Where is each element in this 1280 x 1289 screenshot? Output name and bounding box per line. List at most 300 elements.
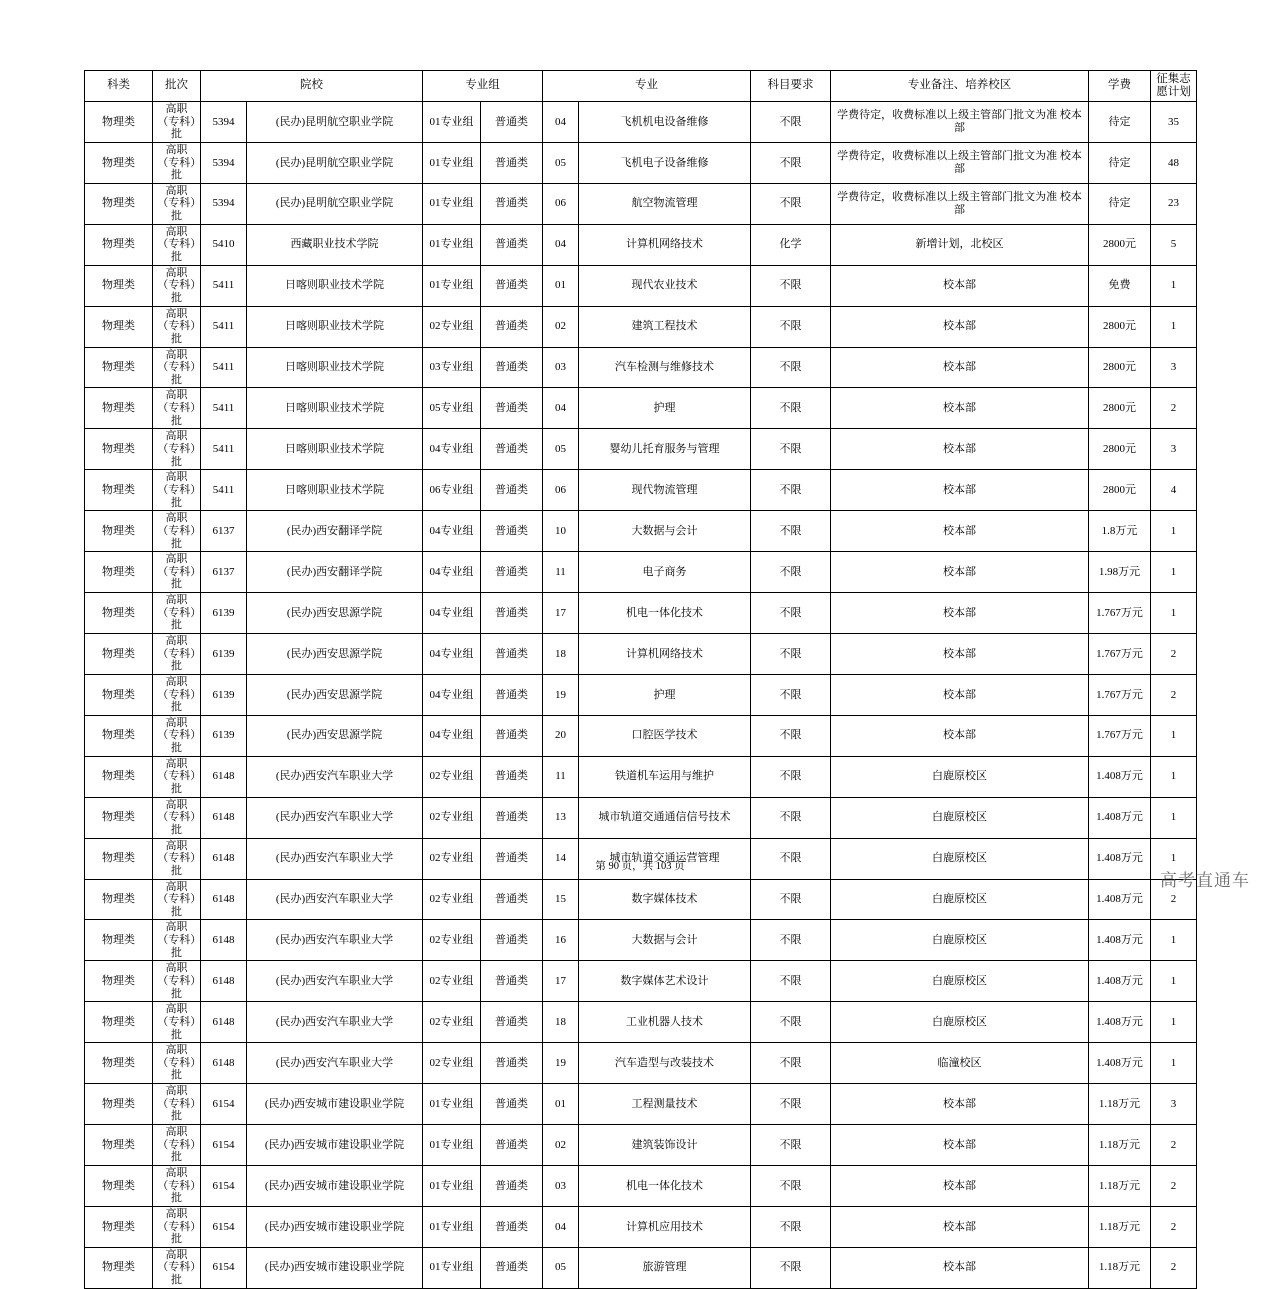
cell-major-name: 口腔医学技术 bbox=[579, 715, 751, 756]
cell-pici: 高职（专科）批 bbox=[153, 920, 201, 961]
table-row bbox=[85, 429, 1197, 470]
cell-major-group: 01专业组 bbox=[423, 1206, 481, 1247]
cell-major-name: 机电一体化技术 bbox=[579, 1165, 751, 1206]
cell-group-type: 普通类 bbox=[481, 797, 543, 838]
cell-plan-count: 2 bbox=[1151, 674, 1197, 715]
cell-major-name: 护理 bbox=[579, 388, 751, 429]
cell-major-code: 16 bbox=[543, 920, 579, 961]
cell-major-name: 数字媒体艺术设计 bbox=[579, 961, 751, 1002]
cell-plan-count: 23 bbox=[1151, 183, 1197, 224]
cell-school-name: 日喀则职业技术学院 bbox=[247, 470, 423, 511]
cell-remark: 校本部 bbox=[831, 1084, 1089, 1125]
cell-fee: 1.18万元 bbox=[1089, 1247, 1151, 1288]
cell-major-code: 03 bbox=[543, 347, 579, 388]
cell-group-type: 普通类 bbox=[481, 183, 543, 224]
cell-remark: 白鹿原校区 bbox=[831, 920, 1089, 961]
cell-school-name: (民办)西安城市建设职业学院 bbox=[247, 1247, 423, 1288]
cell-group-type: 普通类 bbox=[481, 633, 543, 674]
cell-remark: 学费待定，收费标准以上级主管部门批文为准 校本部 bbox=[831, 142, 1089, 183]
cell-major-name: 计算机网络技术 bbox=[579, 224, 751, 265]
cell-group-type: 普通类 bbox=[481, 1002, 543, 1043]
cell-major-name: 数字媒体技术 bbox=[579, 879, 751, 920]
table-row bbox=[85, 1165, 1197, 1206]
cell-major-group: 04专业组 bbox=[423, 715, 481, 756]
cell-major-name: 工业机器人技术 bbox=[579, 1002, 751, 1043]
cell-subject-requirement: 不限 bbox=[751, 511, 831, 552]
table-row bbox=[85, 1084, 1197, 1125]
cell-kelei: 物理类 bbox=[85, 224, 153, 265]
cell-major-name: 铁道机车运用与维护 bbox=[579, 756, 751, 797]
cell-remark: 新增计划，北校区 bbox=[831, 224, 1089, 265]
cell-school-name: 日喀则职业技术学院 bbox=[247, 429, 423, 470]
cell-plan-count: 1 bbox=[1151, 715, 1197, 756]
cell-remark: 校本部 bbox=[831, 429, 1089, 470]
cell-group-type: 普通类 bbox=[481, 552, 543, 593]
cell-kelei: 物理类 bbox=[85, 674, 153, 715]
cell-subject-requirement: 不限 bbox=[751, 470, 831, 511]
cell-pici: 高职（专科）批 bbox=[153, 347, 201, 388]
cell-major-code: 05 bbox=[543, 142, 579, 183]
cell-school-name: (民办)西安思源学院 bbox=[247, 633, 423, 674]
cell-school-code: 5394 bbox=[201, 102, 247, 143]
cell-major-code: 02 bbox=[543, 1125, 579, 1166]
cell-subject-requirement: 不限 bbox=[751, 1084, 831, 1125]
cell-major-group: 02专业组 bbox=[423, 1043, 481, 1084]
cell-school-code: 5410 bbox=[201, 224, 247, 265]
cell-fee: 2800元 bbox=[1089, 429, 1151, 470]
cell-plan-count: 2 bbox=[1151, 1206, 1197, 1247]
cell-fee: 1.8万元 bbox=[1089, 511, 1151, 552]
cell-major-code: 15 bbox=[543, 879, 579, 920]
header-kelei: 科类 bbox=[85, 71, 153, 102]
cell-major-group: 01专业组 bbox=[423, 265, 481, 306]
cell-school-name: (民办)西安汽车职业大学 bbox=[247, 756, 423, 797]
header-school: 院校 bbox=[201, 71, 423, 102]
cell-kelei: 物理类 bbox=[85, 593, 153, 634]
cell-major-group: 02专业组 bbox=[423, 961, 481, 1002]
cell-school-name: (民办)西安翻译学院 bbox=[247, 511, 423, 552]
cell-fee: 1.98万元 bbox=[1089, 552, 1151, 593]
cell-group-type: 普通类 bbox=[481, 224, 543, 265]
table-row bbox=[85, 142, 1197, 183]
cell-fee: 1.408万元 bbox=[1089, 838, 1151, 879]
cell-major-code: 03 bbox=[543, 1165, 579, 1206]
cell-major-name: 飞机电子设备维修 bbox=[579, 142, 751, 183]
cell-school-code: 6137 bbox=[201, 511, 247, 552]
cell-school-name: 日喀则职业技术学院 bbox=[247, 306, 423, 347]
cell-major-code: 01 bbox=[543, 265, 579, 306]
cell-kelei: 物理类 bbox=[85, 1165, 153, 1206]
cell-pici: 高职（专科）批 bbox=[153, 593, 201, 634]
cell-plan-count: 1 bbox=[1151, 306, 1197, 347]
cell-fee: 1.18万元 bbox=[1089, 1206, 1151, 1247]
cell-school-code: 6148 bbox=[201, 961, 247, 1002]
cell-fee: 1.767万元 bbox=[1089, 593, 1151, 634]
cell-major-name: 现代农业技术 bbox=[579, 265, 751, 306]
cell-plan-count: 1 bbox=[1151, 265, 1197, 306]
cell-major-name: 飞机机电设备维修 bbox=[579, 102, 751, 143]
table-row bbox=[85, 1002, 1197, 1043]
cell-pici: 高职（专科）批 bbox=[153, 1084, 201, 1125]
cell-remark: 白鹿原校区 bbox=[831, 879, 1089, 920]
cell-school-name: 西藏职业技术学院 bbox=[247, 224, 423, 265]
cell-major-name: 航空物流管理 bbox=[579, 183, 751, 224]
cell-major-name: 建筑工程技术 bbox=[579, 306, 751, 347]
header-major: 专业 bbox=[543, 71, 751, 102]
header-subject: 科目要求 bbox=[751, 71, 831, 102]
cell-kelei: 物理类 bbox=[85, 102, 153, 143]
cell-subject-requirement: 不限 bbox=[751, 306, 831, 347]
cell-plan-count: 1 bbox=[1151, 511, 1197, 552]
table-row bbox=[85, 552, 1197, 593]
cell-major-name: 城市轨道交通通信信号技术 bbox=[579, 797, 751, 838]
cell-group-type: 普通类 bbox=[481, 1043, 543, 1084]
table-row bbox=[85, 224, 1197, 265]
cell-kelei: 物理类 bbox=[85, 142, 153, 183]
cell-fee: 1.767万元 bbox=[1089, 715, 1151, 756]
cell-school-name: (民办)西安汽车职业大学 bbox=[247, 879, 423, 920]
cell-remark: 校本部 bbox=[831, 388, 1089, 429]
cell-subject-requirement: 不限 bbox=[751, 593, 831, 634]
cell-group-type: 普通类 bbox=[481, 674, 543, 715]
cell-pici: 高职（专科）批 bbox=[153, 1206, 201, 1247]
table-row bbox=[85, 797, 1197, 838]
cell-school-name: (民办)西安汽车职业大学 bbox=[247, 1043, 423, 1084]
cell-fee: 待定 bbox=[1089, 142, 1151, 183]
cell-subject-requirement: 不限 bbox=[751, 715, 831, 756]
cell-major-code: 06 bbox=[543, 183, 579, 224]
cell-kelei: 物理类 bbox=[85, 1002, 153, 1043]
cell-pici: 高职（专科）批 bbox=[153, 1002, 201, 1043]
cell-plan-count: 2 bbox=[1151, 633, 1197, 674]
cell-major-group: 04专业组 bbox=[423, 674, 481, 715]
cell-major-group: 02专业组 bbox=[423, 879, 481, 920]
cell-major-code: 04 bbox=[543, 388, 579, 429]
cell-major-group: 03专业组 bbox=[423, 347, 481, 388]
cell-subject-requirement: 不限 bbox=[751, 183, 831, 224]
cell-fee: 1.767万元 bbox=[1089, 674, 1151, 715]
cell-major-name: 建筑装饰设计 bbox=[579, 1125, 751, 1166]
cell-plan-count: 1 bbox=[1151, 552, 1197, 593]
cell-school-code: 6139 bbox=[201, 633, 247, 674]
cell-major-group: 06专业组 bbox=[423, 470, 481, 511]
cell-group-type: 普通类 bbox=[481, 1125, 543, 1166]
cell-plan-count: 35 bbox=[1151, 102, 1197, 143]
cell-major-code: 04 bbox=[543, 102, 579, 143]
cell-school-code: 5411 bbox=[201, 347, 247, 388]
cell-remark: 白鹿原校区 bbox=[831, 756, 1089, 797]
cell-school-name: (民办)西安城市建设职业学院 bbox=[247, 1084, 423, 1125]
cell-major-group: 01专业组 bbox=[423, 224, 481, 265]
cell-subject-requirement: 不限 bbox=[751, 674, 831, 715]
cell-major-name: 婴幼儿托育服务与管理 bbox=[579, 429, 751, 470]
cell-subject-requirement: 不限 bbox=[751, 633, 831, 674]
cell-subject-requirement: 不限 bbox=[751, 429, 831, 470]
cell-fee: 2800元 bbox=[1089, 470, 1151, 511]
cell-remark: 校本部 bbox=[831, 1125, 1089, 1166]
cell-subject-requirement: 不限 bbox=[751, 756, 831, 797]
cell-remark: 白鹿原校区 bbox=[831, 838, 1089, 879]
cell-group-type: 普通类 bbox=[481, 879, 543, 920]
cell-plan-count: 1 bbox=[1151, 838, 1197, 879]
cell-group-type: 普通类 bbox=[481, 838, 543, 879]
cell-remark: 白鹿原校区 bbox=[831, 961, 1089, 1002]
cell-school-code: 6154 bbox=[201, 1247, 247, 1288]
cell-plan-count: 3 bbox=[1151, 1084, 1197, 1125]
cell-major-name: 城市轨道交通运营管理 bbox=[579, 838, 751, 879]
cell-group-type: 普通类 bbox=[481, 593, 543, 634]
cell-kelei: 物理类 bbox=[85, 715, 153, 756]
cell-school-code: 5411 bbox=[201, 470, 247, 511]
cell-plan-count: 2 bbox=[1151, 879, 1197, 920]
table-row bbox=[85, 183, 1197, 224]
cell-group-type: 普通类 bbox=[481, 429, 543, 470]
table-row bbox=[85, 1206, 1197, 1247]
table-row bbox=[85, 306, 1197, 347]
cell-group-type: 普通类 bbox=[481, 1165, 543, 1206]
cell-school-code: 5411 bbox=[201, 265, 247, 306]
cell-school-code: 6154 bbox=[201, 1206, 247, 1247]
cell-major-group: 04专业组 bbox=[423, 429, 481, 470]
cell-fee: 免费 bbox=[1089, 265, 1151, 306]
cell-major-group: 01专业组 bbox=[423, 183, 481, 224]
cell-fee: 待定 bbox=[1089, 102, 1151, 143]
cell-group-type: 普通类 bbox=[481, 388, 543, 429]
cell-plan-count: 48 bbox=[1151, 142, 1197, 183]
cell-pici: 高职（专科）批 bbox=[153, 838, 201, 879]
cell-subject-requirement: 不限 bbox=[751, 388, 831, 429]
table-header-row bbox=[85, 71, 1197, 102]
cell-fee: 1.18万元 bbox=[1089, 1084, 1151, 1125]
cell-major-code: 06 bbox=[543, 470, 579, 511]
cell-group-type: 普通类 bbox=[481, 920, 543, 961]
cell-subject-requirement: 不限 bbox=[751, 347, 831, 388]
cell-school-code: 6139 bbox=[201, 674, 247, 715]
cell-major-group: 05专业组 bbox=[423, 388, 481, 429]
cell-school-code: 6154 bbox=[201, 1084, 247, 1125]
cell-major-group: 01专业组 bbox=[423, 1247, 481, 1288]
cell-school-code: 6148 bbox=[201, 920, 247, 961]
cell-kelei: 物理类 bbox=[85, 347, 153, 388]
cell-school-name: (民办)西安汽车职业大学 bbox=[247, 838, 423, 879]
cell-remark: 校本部 bbox=[831, 1165, 1089, 1206]
cell-school-name: (民办)西安思源学院 bbox=[247, 674, 423, 715]
cell-school-code: 6154 bbox=[201, 1165, 247, 1206]
cell-plan-count: 2 bbox=[1151, 1125, 1197, 1166]
cell-pici: 高职（专科）批 bbox=[153, 470, 201, 511]
cell-plan-count: 1 bbox=[1151, 593, 1197, 634]
cell-plan-count: 1 bbox=[1151, 920, 1197, 961]
cell-subject-requirement: 不限 bbox=[751, 1165, 831, 1206]
cell-fee: 1.18万元 bbox=[1089, 1125, 1151, 1166]
header-plan: 征集志愿计划 bbox=[1151, 71, 1197, 102]
cell-major-name: 电子商务 bbox=[579, 552, 751, 593]
cell-kelei: 物理类 bbox=[85, 1247, 153, 1288]
cell-fee: 1.408万元 bbox=[1089, 797, 1151, 838]
cell-remark: 校本部 bbox=[831, 593, 1089, 634]
cell-subject-requirement: 不限 bbox=[751, 961, 831, 1002]
cell-remark: 校本部 bbox=[831, 265, 1089, 306]
cell-kelei: 物理类 bbox=[85, 961, 153, 1002]
cell-remark: 学费待定，收费标准以上级主管部门批文为准 校本部 bbox=[831, 102, 1089, 143]
table-body bbox=[85, 102, 1197, 1289]
cell-subject-requirement: 不限 bbox=[751, 920, 831, 961]
cell-group-type: 普通类 bbox=[481, 347, 543, 388]
cell-major-group: 02专业组 bbox=[423, 1002, 481, 1043]
header-pici: 批次 bbox=[153, 71, 201, 102]
cell-plan-count: 4 bbox=[1151, 470, 1197, 511]
cell-school-name: (民办)西安城市建设职业学院 bbox=[247, 1206, 423, 1247]
cell-major-name: 汽车造型与改装技术 bbox=[579, 1043, 751, 1084]
cell-school-name: (民办)西安汽车职业大学 bbox=[247, 797, 423, 838]
cell-pici: 高职（专科）批 bbox=[153, 183, 201, 224]
cell-kelei: 物理类 bbox=[85, 879, 153, 920]
cell-remark: 校本部 bbox=[831, 306, 1089, 347]
cell-kelei: 物理类 bbox=[85, 429, 153, 470]
cell-pici: 高职（专科）批 bbox=[153, 674, 201, 715]
table-row bbox=[85, 961, 1197, 1002]
table-row bbox=[85, 265, 1197, 306]
cell-school-name: (民办)西安思源学院 bbox=[247, 593, 423, 634]
cell-fee: 2800元 bbox=[1089, 347, 1151, 388]
cell-major-group: 01专业组 bbox=[423, 102, 481, 143]
cell-major-code: 01 bbox=[543, 1084, 579, 1125]
cell-major-group: 04专业组 bbox=[423, 511, 481, 552]
cell-remark: 校本部 bbox=[831, 1247, 1089, 1288]
cell-plan-count: 2 bbox=[1151, 388, 1197, 429]
cell-major-code: 19 bbox=[543, 674, 579, 715]
cell-fee: 1.408万元 bbox=[1089, 920, 1151, 961]
cell-kelei: 物理类 bbox=[85, 552, 153, 593]
cell-remark: 校本部 bbox=[831, 347, 1089, 388]
cell-school-code: 5411 bbox=[201, 388, 247, 429]
admission-plan-table bbox=[84, 70, 1197, 1289]
cell-pici: 高职（专科）批 bbox=[153, 715, 201, 756]
header-remark: 专业备注、培养校区 bbox=[831, 71, 1089, 102]
cell-major-code: 04 bbox=[543, 224, 579, 265]
cell-major-group: 02专业组 bbox=[423, 838, 481, 879]
cell-remark: 校本部 bbox=[831, 633, 1089, 674]
cell-major-code: 17 bbox=[543, 961, 579, 1002]
cell-plan-count: 1 bbox=[1151, 797, 1197, 838]
table-row bbox=[85, 1125, 1197, 1166]
page-footer: 第 90 页，共 103 页 bbox=[595, 861, 685, 872]
cell-pici: 高职（专科）批 bbox=[153, 265, 201, 306]
header-fee: 学费 bbox=[1089, 71, 1151, 102]
cell-subject-requirement: 不限 bbox=[751, 1247, 831, 1288]
cell-kelei: 物理类 bbox=[85, 838, 153, 879]
cell-pici: 高职（专科）批 bbox=[153, 797, 201, 838]
cell-school-code: 6148 bbox=[201, 797, 247, 838]
cell-pici: 高职（专科）批 bbox=[153, 1125, 201, 1166]
cell-major-group: 01专业组 bbox=[423, 142, 481, 183]
cell-subject-requirement: 不限 bbox=[751, 102, 831, 143]
cell-major-name: 汽车检测与维修技术 bbox=[579, 347, 751, 388]
cell-subject-requirement: 不限 bbox=[751, 142, 831, 183]
cell-pici: 高职（专科）批 bbox=[153, 142, 201, 183]
cell-plan-count: 1 bbox=[1151, 756, 1197, 797]
cell-group-type: 普通类 bbox=[481, 961, 543, 1002]
cell-major-code: 11 bbox=[543, 552, 579, 593]
table-row bbox=[85, 1043, 1197, 1084]
cell-remark: 校本部 bbox=[831, 470, 1089, 511]
cell-group-type: 普通类 bbox=[481, 715, 543, 756]
cell-school-code: 5411 bbox=[201, 306, 247, 347]
cell-kelei: 物理类 bbox=[85, 265, 153, 306]
cell-school-name: 日喀则职业技术学院 bbox=[247, 388, 423, 429]
cell-major-group: 02专业组 bbox=[423, 756, 481, 797]
cell-major-code: 20 bbox=[543, 715, 579, 756]
cell-major-group: 02专业组 bbox=[423, 306, 481, 347]
cell-major-name: 护理 bbox=[579, 674, 751, 715]
cell-subject-requirement: 不限 bbox=[751, 879, 831, 920]
cell-school-code: 6154 bbox=[201, 1125, 247, 1166]
cell-major-name: 大数据与会计 bbox=[579, 511, 751, 552]
cell-plan-count: 3 bbox=[1151, 429, 1197, 470]
cell-remark: 白鹿原校区 bbox=[831, 797, 1089, 838]
table-row bbox=[85, 920, 1197, 961]
cell-kelei: 物理类 bbox=[85, 920, 153, 961]
cell-major-group: 02专业组 bbox=[423, 920, 481, 961]
cell-pici: 高职（专科）批 bbox=[153, 1247, 201, 1288]
cell-plan-count: 3 bbox=[1151, 347, 1197, 388]
table-row bbox=[85, 674, 1197, 715]
cell-group-type: 普通类 bbox=[481, 756, 543, 797]
cell-kelei: 物理类 bbox=[85, 797, 153, 838]
cell-major-name: 机电一体化技术 bbox=[579, 593, 751, 634]
cell-fee: 待定 bbox=[1089, 183, 1151, 224]
cell-kelei: 物理类 bbox=[85, 1206, 153, 1247]
cell-pici: 高职（专科）批 bbox=[153, 388, 201, 429]
cell-school-name: (民办)西安城市建设职业学院 bbox=[247, 1125, 423, 1166]
cell-school-name: (民办)昆明航空职业学院 bbox=[247, 142, 423, 183]
cell-subject-requirement: 化学 bbox=[751, 224, 831, 265]
cell-group-type: 普通类 bbox=[481, 102, 543, 143]
cell-major-code: 02 bbox=[543, 306, 579, 347]
table-row bbox=[85, 756, 1197, 797]
cell-major-code: 05 bbox=[543, 1247, 579, 1288]
cell-kelei: 物理类 bbox=[85, 511, 153, 552]
table-row bbox=[85, 511, 1197, 552]
cell-remark: 校本部 bbox=[831, 511, 1089, 552]
cell-school-code: 6148 bbox=[201, 879, 247, 920]
cell-pici: 高职（专科）批 bbox=[153, 1165, 201, 1206]
cell-school-name: (民办)西安汽车职业大学 bbox=[247, 961, 423, 1002]
cell-school-name: (民办)西安翻译学院 bbox=[247, 552, 423, 593]
cell-major-name: 工程测量技术 bbox=[579, 1084, 751, 1125]
cell-subject-requirement: 不限 bbox=[751, 797, 831, 838]
cell-major-code: 17 bbox=[543, 593, 579, 634]
cell-group-type: 普通类 bbox=[481, 511, 543, 552]
cell-fee: 1.408万元 bbox=[1089, 879, 1151, 920]
cell-remark: 白鹿原校区 bbox=[831, 1002, 1089, 1043]
cell-major-name: 计算机应用技术 bbox=[579, 1206, 751, 1247]
cell-major-code: 18 bbox=[543, 633, 579, 674]
cell-plan-count: 2 bbox=[1151, 1247, 1197, 1288]
cell-pici: 高职（专科）批 bbox=[153, 306, 201, 347]
cell-subject-requirement: 不限 bbox=[751, 1206, 831, 1247]
cell-major-code: 19 bbox=[543, 1043, 579, 1084]
cell-pici: 高职（专科）批 bbox=[153, 756, 201, 797]
cell-school-code: 6148 bbox=[201, 1043, 247, 1084]
cell-school-code: 6139 bbox=[201, 593, 247, 634]
cell-remark: 校本部 bbox=[831, 1206, 1089, 1247]
cell-pici: 高职（专科）批 bbox=[153, 961, 201, 1002]
cell-plan-count: 1 bbox=[1151, 1043, 1197, 1084]
table-row bbox=[85, 879, 1197, 920]
cell-group-type: 普通类 bbox=[481, 306, 543, 347]
cell-pici: 高职（专科）批 bbox=[153, 552, 201, 593]
